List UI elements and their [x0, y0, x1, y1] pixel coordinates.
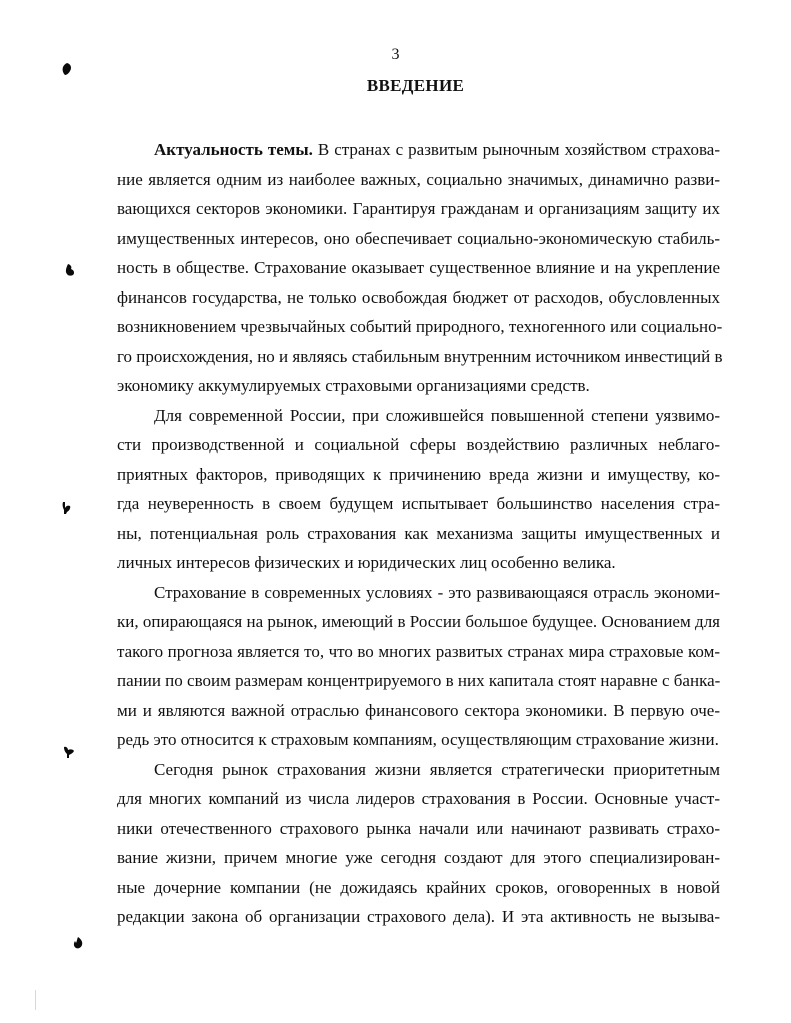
text-line: Сегодня рынок страхования жизни является стратегически приоритетным [154, 759, 720, 779]
text-line: ки, опирающаяся на рынок, имеющий в России большое будущее. Основанием для [117, 612, 720, 631]
binding-mark-icon [61, 62, 73, 76]
text-line: вающихся секторов экономики. Гарантируя гражданам и организациям защиту их [117, 199, 720, 218]
text-line: ные дочерние компании (не дожидаясь крайних сроков, оговоренных в новой [117, 877, 720, 897]
text-span: В странах с развитым рыночным хозяйством страхова- [312, 140, 720, 159]
text-line [117, 135, 720, 165]
text-line: Страхование в современных условиях - это развивающаяся отрасль экономи- [154, 582, 720, 602]
page-title: ВВЕДЕНИЕ [366, 76, 465, 95]
binding-mark-icon [64, 263, 76, 277]
text-line: редь это относится к страховым компаниям, осуществляющим страхование жизни. [117, 730, 719, 749]
text-line: такого прогноза является то, что во многих развитых странах мира страховые ком- [117, 641, 720, 661]
text-line: гда неуверенность в своем будущем испытывает большинство населения стра- [117, 494, 720, 513]
text-line: го происхождения, но и являясь стабильным внутренним источником инвестиций в [117, 346, 723, 366]
text-line: ность в обществе. Страхование оказывает существенное влияние и на укрепление [117, 258, 720, 277]
text-line: ние является одним из наиболее важных, социально значимых, динамично разви- [117, 169, 720, 189]
text-line: вание жизни, причем многие уже сегодня создают для этого специализирован- [117, 848, 720, 867]
text-line: пании по своим размерам концентрируемого в них капитала стоят наравне с банка- [117, 671, 721, 690]
text-line: личных интересов физических и юридических лиц особенно велика. [117, 553, 616, 572]
text-line: ми и являются важной отраслью финансового сектора экономики. В первую оче- [117, 700, 720, 720]
text-line: сти производственной и социальной сферы воздействию различных неблаго- [117, 435, 720, 454]
text-line: ны, потенциальная роль страхования как механизма защиты имущественных и [117, 523, 720, 543]
text-line: Для современной России, при сложившейся повышенной степени уязвимо- [154, 405, 720, 425]
text-line: приятных факторов, приводящих к причинению вреда жизни и имуществу, ко- [117, 464, 720, 484]
binding-mark-icon [72, 936, 84, 950]
text-line: финансов государства, не только освобождая бюджет от расходов, обусловленных [117, 287, 720, 307]
document-body [117, 135, 723, 932]
scan-artifact [35, 990, 36, 1010]
text-line: редакции закона об организации страхового дела). И эта активность не вызыва- [117, 907, 720, 926]
binding-mark-icon [60, 501, 72, 515]
page-number: 3 [391, 46, 400, 63]
lead-heading: Актуальность темы. [154, 140, 313, 159]
binding-mark-icon [63, 745, 75, 759]
text-line: имущественных интересов, оно обеспечивает социально-экономическую стабиль- [117, 228, 720, 248]
text-line: возникновением чрезвычайных событий природного, техногенного или социально- [117, 317, 723, 336]
text-line: ники отечественного страхового рынка начали или начинают развивать страхо- [117, 818, 720, 838]
text-line: для многих компаний из числа лидеров страхования в России. Основные участ- [117, 789, 720, 808]
text-line: экономику аккумулируемых страховыми организациями средств. [117, 376, 590, 395]
